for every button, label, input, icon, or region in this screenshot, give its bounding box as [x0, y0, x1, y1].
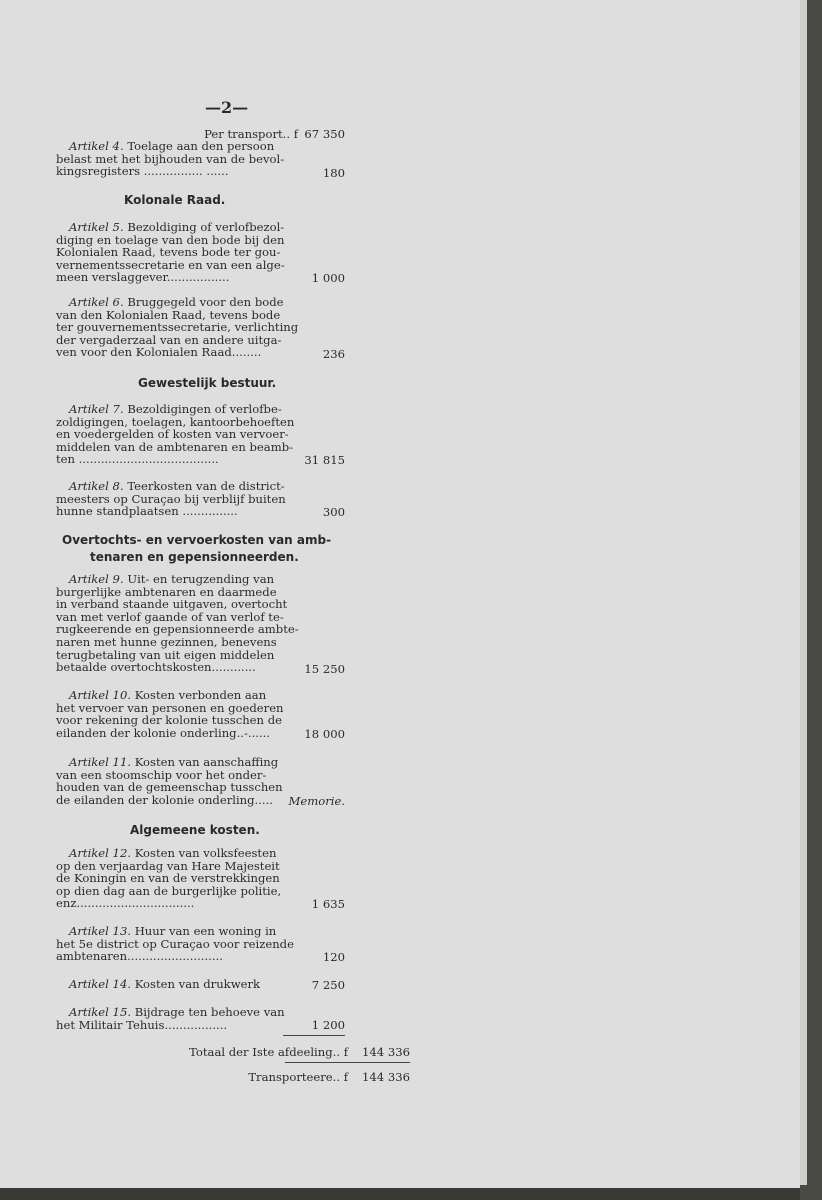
article-5-amount: 1 000 [311, 271, 345, 285]
article-7: Artikel 7. Bezoldigingen of verlofbe- zoldigingen, toelagen, kantoorbehoeften en voedergelden of kosten van vervoer- middelen van de ambtenaren en beamb- ten ...................................... [56, 402, 295, 467]
totaal-label: Totaal der Iste afdeeling.. f [189, 1045, 348, 1059]
article-4: Artikel 4. Toelage aan den persoon belast met het bijhouden van de bevol- kingsregisters ................ ...... [56, 139, 285, 179]
section-heading-overtochts-line1: Overtochts- en vervoerkosten van amb- [62, 533, 332, 547]
total-rule [285, 1062, 410, 1063]
transporteere-label: Transporteere.. f [248, 1070, 348, 1084]
per-transport-label: Per transport.. f [204, 127, 298, 141]
article-12-amount: 1 635 [311, 897, 345, 911]
article-10: Artikel 10. Kosten verbonden aan het vervoer van personen en goederen voor rekening der kolonie tusschen de eilanden der kolonie onderling..-...... [56, 688, 284, 740]
article-8: Artikel 8. Teerkosten van de district- meesters op Curaçao bij verblijf buiten hunne standplaatsen ............... [56, 479, 286, 519]
page-number: —2— [205, 98, 249, 117]
article-8-amount: 300 [322, 505, 345, 519]
article-13-amount: 120 [322, 950, 345, 964]
subtotal-rule [283, 1035, 345, 1036]
section-heading-overtochts-line2: tenaren en gepensionneerden. [90, 550, 299, 564]
article-6: Artikel 6. Bruggegeld voor den bode van den Kolonialen Raad, tevens bode ter gouvernementssecretarie, verlichting der vergaderzaal van en andere uitga- ven voor den Kolonialen Raad........ [56, 295, 299, 360]
article-9-amount: 15 250 [304, 662, 345, 676]
article-12: Artikel 12. Kosten van volksfeesten op den verjaardag van Hare Majesteit de Koningin en van de verstrekkingen op dien dag aan de burgerlijke politie, enz................................ [56, 846, 282, 911]
article-15-amount: 1 200 [311, 1018, 345, 1032]
article-13: Artikel 13. Huur van een woning in het 5e district op Curaçao voor reizende ambtenaren.......................... [56, 924, 294, 964]
transporteere-amount: 144 336 [362, 1070, 410, 1084]
article-11: Artikel 11. Kosten van aanschaffing van een stoomschip voor het onder- houden van de gemeenschap tusschen de eilanden der kolonie onderling..... [56, 755, 283, 807]
article-14: Artikel 14. Kosten van drukwerk [69, 977, 261, 991]
article-15: Artikel 15. Bijdrage ten behoeve van het Militair Tehuis................. [56, 1005, 285, 1032]
article-6-amount: 236 [322, 347, 345, 361]
article-4-amount: 180 [322, 166, 345, 180]
next-page-strip [800, 0, 807, 1185]
article-5: Artikel 5. Bezoldiging of verlofbezol- diging en toelage van den bode bij den Kolonialen Raad, tevens bode ter gou- vernementssecretarie en van een alge- meen verslaggever................. [56, 220, 285, 285]
per-transport-amount: 67 350 [304, 127, 345, 141]
article-10-amount: 18 000 [304, 727, 345, 741]
totaal-amount: 144 336 [362, 1045, 410, 1059]
article-7-amount: 31 815 [304, 453, 345, 467]
section-heading-algemeene-kosten: Algemeene kosten. [130, 823, 260, 837]
article-14-amount: 7 250 [311, 978, 345, 992]
section-heading-koloniale-raad: Kolonale Raad. [124, 193, 226, 207]
scan-edge [800, 0, 822, 1200]
article-9: Artikel 9. Uit- en terugzending van burgerlijke ambtenaren en daarmede in verband staande uitgaven, overtocht van met verlof gaande of van verlof te- rugkeerende en gepensionneerde ambte- naren met hunne gezinnen, benevens terugbetaling van uit eigen middelen betaalde overtochtskosten............ [56, 572, 299, 675]
article-11-amount: Memorie. [288, 794, 345, 808]
section-heading-gewestelijk-bestuur: Gewestelijk bestuur. [138, 376, 277, 390]
